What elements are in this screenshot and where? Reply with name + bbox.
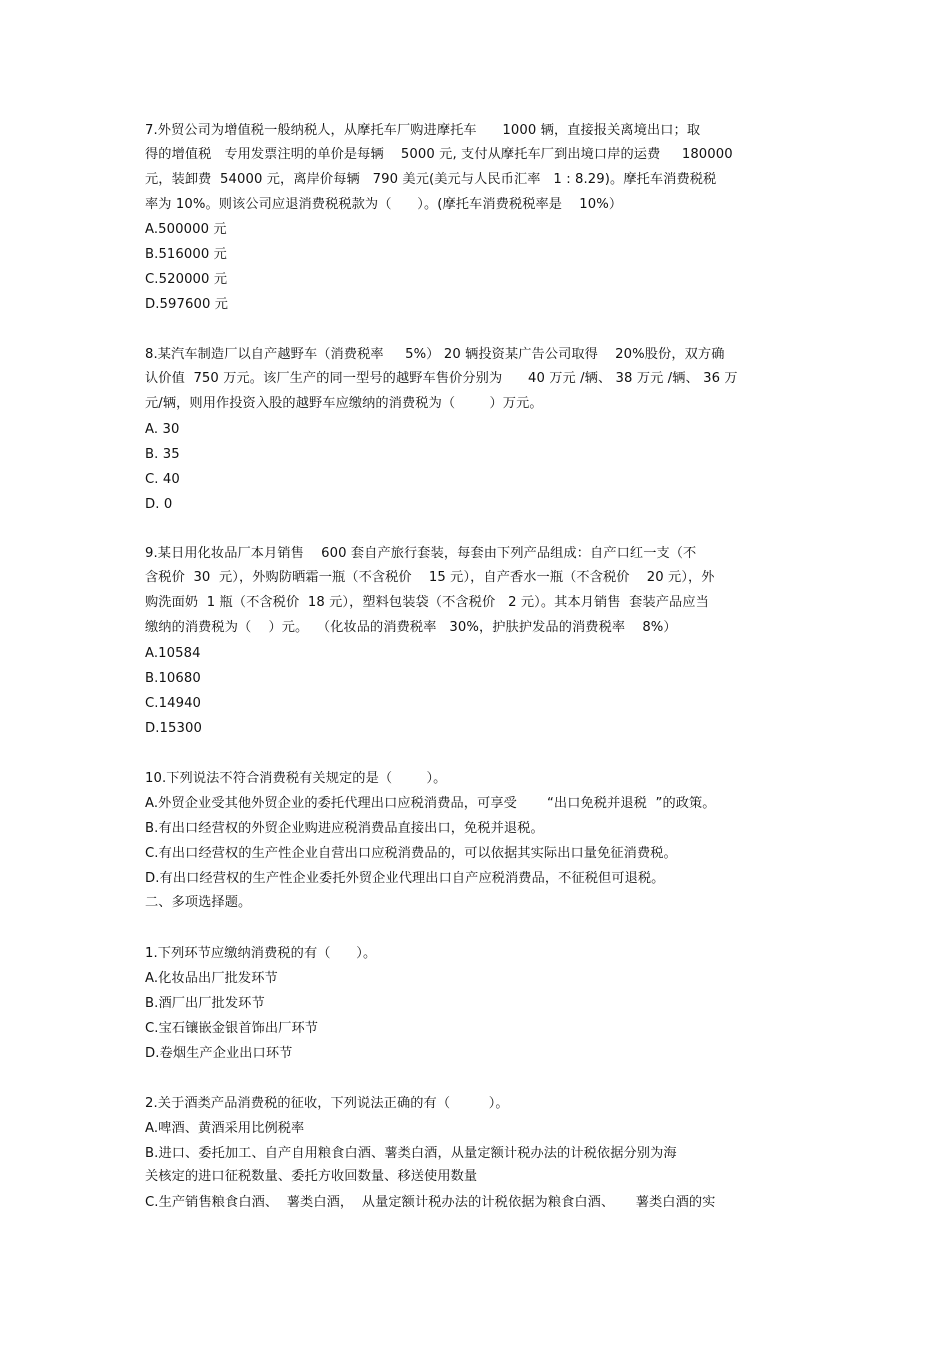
q9-option-b: B.10680 — [145, 671, 201, 686]
q7-option-a: A.500000 元 — [145, 222, 227, 237]
q9-option-c: C.14940 — [145, 696, 202, 711]
q10-option-c: C.有出口经营权的生产性企业自营出口应税消费品的，可以依据其实际出口量免征消费税。 — [145, 846, 677, 861]
q8-option-c: C. 40 — [145, 472, 180, 487]
q8-stem-line-3: 元/辆，则用作投资入股的越野车应缴纳的消费税为（ ）万元。 — [145, 396, 543, 411]
q10-option-b: B.有出口经营权的外贸企业购进应税消费品直接出口，免税并退税。 — [145, 821, 544, 836]
q9-stem-line-3: 购洗面奶 1 瓶（不含税价 18 元），塑料包装袋（不含税价 2 元）。其本月销售 套装产品应当 — [145, 595, 709, 610]
q7-stem-line-2: 得的增值税 专用发票注明的单价是每辆 5000 元, 支付从摩托车厂到出境口岸的运费 180000 — [145, 147, 733, 162]
q7-option-c: C.520000 元 — [145, 272, 228, 287]
m2-stem: 2.关于酒类产品消费税的征收，下列说法正确的有（ ）。 — [145, 1096, 509, 1111]
q9-option-a: A.10584 — [145, 646, 201, 661]
q7-option-b: B.516000 元 — [145, 247, 227, 262]
q8-option-b: B. 35 — [145, 447, 180, 462]
m1-option-b: B.酒厂出厂批发环节 — [145, 996, 265, 1011]
q8-stem-line-1: 8.某汽车制造厂以自产越野车（消费税率 5%） 20 辆投资某广告公司取得 20%股份，双方确 — [145, 347, 725, 362]
q7-option-d: D.597600 元 — [145, 297, 229, 312]
m2-option-c: C.生产销售粮食白酒、 薯类白酒， 从量定额计税办法的计税依据为粮食白酒、 薯类白酒的实 — [145, 1195, 716, 1210]
q9-stem-line-4: 缴纳的消费税为（ ）元。 （化妆品的消费税率 30%，护肤护发品的消费税率 8%） — [145, 620, 677, 635]
q9-stem-line-2: 含税价 30 元），外购防晒霜一瓶（不含税价 15 元），自产香水一瓶（不含税价 20 元），外 — [145, 570, 715, 585]
q8-option-a: A. 30 — [145, 422, 180, 437]
q7-stem-line-3: 元，装卸费 54000 元，离岸价每辆 790 美元(美元与人民币汇率 1 : 8.29)。摩托车消费税税 — [145, 172, 717, 187]
q10-stem: 10.下列说法不符合消费税有关规定的是（ ）。 — [145, 771, 447, 786]
q8-stem-line-2: 认价值 750 万元。该厂生产的同一型号的越野车售价分别为 40 万元 /辆、 38 万元 /辆、 36 万 — [145, 371, 738, 386]
q10-option-d: D.有出口经营权的生产性企业委托外贸企业代理出口自产应税消费品，不征税但可退税。 — [145, 871, 665, 886]
m2-option-b-line-1: B.进口、委托加工、自产自用粮食白酒、薯类白酒，从量定额计税办法的计税依据分别为海 — [145, 1146, 677, 1161]
q10-option-a: A.外贸企业受其他外贸企业的委托代理出口应税消费品，可享受 “出口免税并退税 ”的政策。 — [145, 796, 716, 811]
q7-stem-line-1: 7.外贸公司为增值税一般纳税人，从摩托车厂购进摩托车 1000 辆，直接报关离境出口；取 — [145, 123, 701, 138]
m1-option-d: D.卷烟生产企业出口环节 — [145, 1046, 293, 1061]
m1-option-c: C.宝石镶嵌金银首饰出厂环节 — [145, 1021, 319, 1036]
m1-option-a: A.化妆品出厂批发环节 — [145, 971, 278, 986]
m1-stem: 1.下列环节应缴纳消费税的有（ ）。 — [145, 946, 377, 961]
q9-stem-line-1: 9.某日用化妆品厂本月销售 600 套自产旅行套装，每套由下列产品组成：自产口红一支（不 — [145, 546, 697, 561]
section-heading-multiple-choice: 二、多项选择题。 — [145, 895, 252, 910]
q9-option-d: D.15300 — [145, 721, 202, 736]
m2-option-b-line-2: 关核定的进口征税数量、委托方收回数量、移送使用数量 — [145, 1169, 478, 1184]
q8-option-d: D. 0 — [145, 497, 173, 512]
q7-stem-line-4: 率为 10%。则该公司应退消费税税款为（ ）。(摩托车消费税税率是 10%） — [145, 197, 623, 212]
m2-option-a: A.啤酒、黄酒采用比例税率 — [145, 1121, 305, 1136]
